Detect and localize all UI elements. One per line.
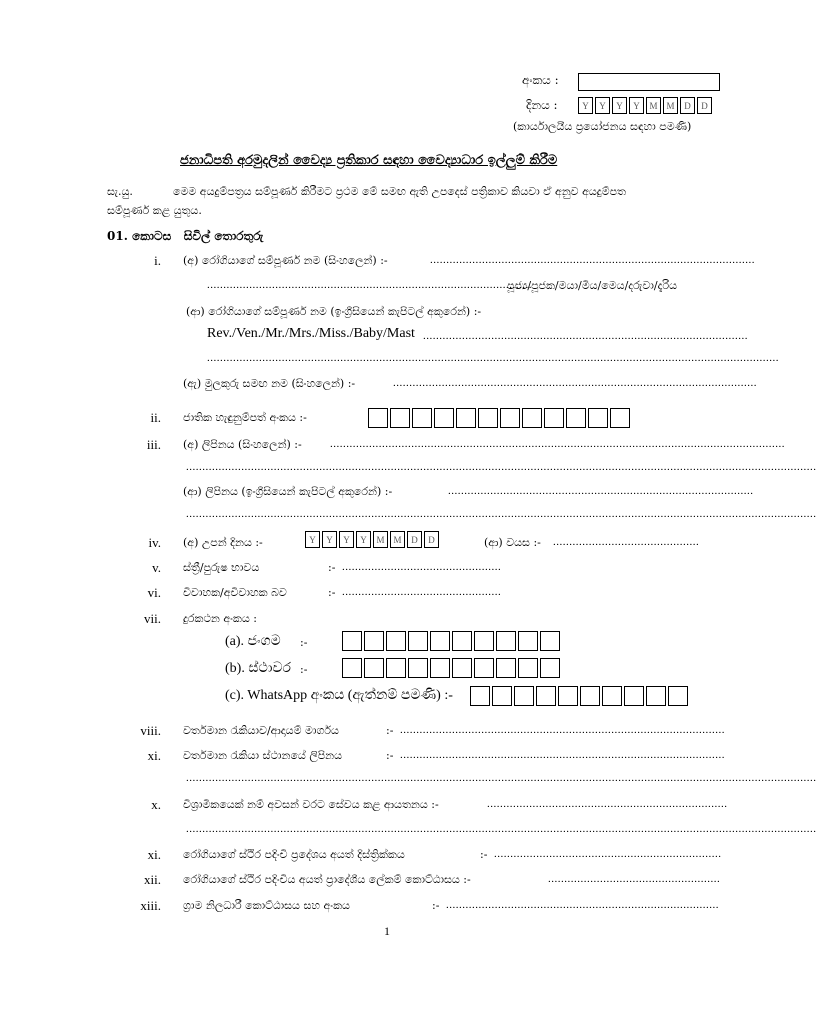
dob-label: (අ) උපන් දිනය :- — [183, 536, 263, 549]
titles-sinhala: පූජ්‍ය/පූජක/මයා/මිය/මෙය/දරුවා/දැරිය — [507, 279, 678, 292]
whatsapp-cell[interactable] — [470, 686, 490, 706]
mobile-cell[interactable] — [430, 631, 450, 651]
address-en-field[interactable]: .............................................................................................. — [448, 485, 754, 497]
date-cell[interactable]: Y — [612, 97, 627, 114]
workplace-address-colon: :- — [386, 749, 394, 762]
form-title: ජනාධිපති අරමුදලින් වෛද්‍ය ප්‍රතිකාර සඳහා වෛද්‍යාධාර ඉල්ලුම් කිරීම — [180, 153, 558, 168]
note-line-1: මෙම අයදුම්පත්‍රය සම්පූර්ණ කිරීමට ප්‍රථම මේ සමඟ ඇති උපදෙස් පත්‍රිකාව කියවා ඒ අනුව අයදුම්පත — [173, 185, 626, 198]
marital-label: විවාහක/අවිවාහක බව — [183, 586, 287, 599]
ref-number-field[interactable] — [578, 73, 720, 91]
nic-cell[interactable] — [588, 408, 608, 428]
landline-cell[interactable] — [452, 658, 472, 678]
mobile-cell[interactable] — [474, 631, 494, 651]
whatsapp-cell[interactable] — [492, 686, 512, 706]
nic-cell[interactable] — [412, 408, 432, 428]
whatsapp-label: (c). WhatsApp අංකය (ඇත්නම් පමණි) :- — [225, 688, 453, 703]
occupation-field[interactable]: .................................................................................................... — [400, 724, 725, 736]
nic-cell[interactable] — [478, 408, 498, 428]
landline-cells[interactable] — [342, 658, 562, 678]
name-initials-label: (ඇ) මුලකුරු සමඟ නම (සිංහලෙන්) :- — [183, 377, 356, 390]
dob-cell[interactable]: Y — [339, 531, 354, 548]
nic-cell[interactable] — [434, 408, 454, 428]
gender-colon: :- — [328, 561, 336, 574]
item-number: iii. — [146, 437, 161, 452]
gn-division-field[interactable]: .................................................................................... — [446, 899, 719, 911]
date-cell[interactable]: Y — [629, 97, 644, 114]
gender-field[interactable]: ................................................. — [342, 561, 502, 573]
item-number: xii. — [144, 872, 161, 887]
item-number: xi. — [147, 748, 161, 763]
whatsapp-cells[interactable] — [470, 686, 690, 706]
district-field[interactable]: ...................................................................... — [494, 848, 722, 860]
dob-cell[interactable]: D — [424, 531, 439, 548]
nic-cell[interactable] — [456, 408, 476, 428]
nic-cell[interactable] — [544, 408, 564, 428]
address-si-label: (අ) ලිපිනය (සිංහලෙන්) :- — [183, 438, 302, 451]
whatsapp-cell[interactable] — [602, 686, 622, 706]
titles-english: Rev./Ven./Mr./Mrs./Miss./Baby/Mast — [207, 326, 415, 341]
patient-name-en-line-2[interactable]: ................................................................................................................................................................................ — [207, 352, 779, 364]
nic-cell[interactable] — [390, 408, 410, 428]
mobile-cell[interactable] — [386, 631, 406, 651]
item-number: iv. — [148, 535, 161, 550]
item-number: x. — [151, 797, 161, 812]
office-date-cells[interactable] — [578, 97, 714, 114]
date-label: දිනය : — [526, 98, 558, 112]
whatsapp-cell[interactable] — [624, 686, 644, 706]
patient-name-si-field[interactable]: .................................................................................................... — [430, 254, 755, 266]
landline-colon: :- — [300, 663, 308, 676]
page-number: 1 — [384, 924, 390, 938]
item-number: viii. — [140, 723, 161, 738]
mobile-cell[interactable] — [364, 631, 384, 651]
nic-cell[interactable] — [522, 408, 542, 428]
nic-label: ජාතික හැඳුනුම්පත් අංකය :- — [183, 411, 307, 424]
gender-label: ස්ත්‍රී/පුරුෂ භාවය — [183, 561, 260, 574]
dob-cells[interactable] — [305, 531, 441, 548]
landline-cell[interactable] — [518, 658, 538, 678]
patient-name-si-line-2[interactable]: .................................................................................................... — [207, 279, 532, 291]
mobile-label: (a). ජංගම — [225, 634, 281, 649]
occupation-colon: :- — [386, 724, 394, 737]
date-cell[interactable]: D — [680, 97, 695, 114]
patient-name-en-field[interactable]: .................................................................................................... — [423, 330, 748, 342]
address-en-label: (ආ) ලිපිනය (ඉංග්‍රීසියෙන් කැපිටල් අකුරෙන්) :- — [183, 485, 393, 498]
phone-label: දුරකථන අංකය : — [183, 612, 257, 625]
whatsapp-cell[interactable] — [514, 686, 534, 706]
district-colon: :- — [480, 848, 488, 861]
ref-label: අංකය : — [522, 73, 559, 87]
dob-cell[interactable]: Y — [322, 531, 337, 548]
mobile-cell[interactable] — [518, 631, 538, 651]
nic-cell[interactable] — [368, 408, 388, 428]
ds-division-label: රෝගියාගේ ස්ථිර පදිංචිය අයත් ප්‍රාදේශීය ලේකම් කොට්ඨාසය :- — [183, 873, 471, 886]
address-si-field[interactable]: ............................................................................................................................................ — [330, 438, 785, 450]
retired-institution-label: විශ්‍රාමිකයෙක් නම් අවසන් වරට සේවය කළ ආයතනය :- — [183, 798, 439, 811]
mobile-cells[interactable] — [342, 631, 562, 651]
whatsapp-cell[interactable] — [580, 686, 600, 706]
landline-label: (b). ස්ථාවර — [225, 661, 291, 676]
item-number: xi. — [147, 847, 161, 862]
landline-cell[interactable] — [430, 658, 450, 678]
ds-division-field[interactable]: ..................................................... — [548, 873, 721, 885]
address-en-line-2[interactable]: .................................................................................................................................................................................................. — [186, 508, 817, 520]
retired-institution-line-2[interactable]: .................................................................................................................................................................................................. — [186, 823, 817, 835]
marital-colon: :- — [328, 586, 336, 599]
nic-cells[interactable] — [368, 408, 632, 428]
mobile-colon: :- — [300, 636, 308, 649]
item-number: v. — [152, 560, 161, 575]
date-cell[interactable]: M — [663, 97, 678, 114]
district-label: රෝගියාගේ ස්ථිර පදිංචි ප්‍රදේශය අයත් දිස්ත්‍රික්කය — [183, 848, 405, 861]
dob-cell[interactable]: Y — [305, 531, 320, 548]
patient-name-en-label: (ආ) රෝගියාගේ සම්පූර්ණ නම (ඉංග්‍රීසියෙන් කැපිටල් අකුරෙන්) :- — [186, 305, 482, 318]
workplace-address-field[interactable]: .................................................................................................... — [400, 749, 725, 761]
whatsapp-cell[interactable] — [558, 686, 578, 706]
landline-cell[interactable] — [408, 658, 428, 678]
mobile-cell[interactable] — [540, 631, 560, 651]
date-cell[interactable]: Y — [578, 97, 593, 114]
item-number: i. — [154, 253, 161, 268]
workplace-address-label: වර්තමාන රැකියා ස්ථානයේ ලිපිනය — [183, 749, 343, 762]
office-use-note: (කාර්යාලයීය ප්‍රයෝජනය සඳහා පමණි) — [513, 120, 692, 133]
dob-cell[interactable]: M — [390, 531, 405, 548]
item-number: vii. — [144, 611, 161, 626]
address-si-line-2[interactable]: .................................................................................................................................................................................................. — [186, 461, 817, 473]
whatsapp-cell[interactable] — [668, 686, 688, 706]
age-label: (ආ) වයස :- — [484, 536, 541, 549]
landline-cell[interactable] — [496, 658, 516, 678]
date-cell[interactable]: Y — [595, 97, 610, 114]
marital-field[interactable]: ................................................. — [342, 586, 502, 598]
name-initials-field[interactable]: ................................................................................................................ — [393, 377, 757, 389]
dob-cell[interactable]: D — [407, 531, 422, 548]
note-label: සැ.යු. — [107, 185, 133, 198]
mobile-cell[interactable] — [496, 631, 516, 651]
landline-cell[interactable] — [342, 658, 362, 678]
occupation-label: වර්තමාන රැකියාව/ආදායම් මාර්ගය — [183, 724, 339, 737]
nic-cell[interactable] — [566, 408, 586, 428]
item-number: ii. — [150, 410, 161, 425]
mobile-cell[interactable] — [408, 631, 428, 651]
patient-name-si-label: (අ) රෝගියාගේ සම්පූර්ණ නම (සිංහලෙන්) :- — [183, 254, 388, 267]
landline-cell[interactable] — [364, 658, 384, 678]
retired-institution-field[interactable]: .......................................................................... — [487, 798, 728, 810]
dob-cell[interactable]: Y — [356, 531, 371, 548]
workplace-address-line-2[interactable]: .................................................................................................................................................................................................. — [186, 772, 817, 784]
gn-division-colon: :- — [432, 899, 440, 912]
date-cell[interactable]: M — [646, 97, 661, 114]
landline-cell[interactable] — [474, 658, 494, 678]
nic-cell[interactable] — [500, 408, 520, 428]
age-field[interactable]: ............................................. — [553, 536, 700, 548]
whatsapp-cell[interactable] — [646, 686, 666, 706]
mobile-cell[interactable] — [452, 631, 472, 651]
dob-cell[interactable]: M — [373, 531, 388, 548]
date-cell[interactable]: D — [697, 97, 712, 114]
mobile-cell[interactable] — [342, 631, 362, 651]
item-number: xiii. — [140, 898, 161, 913]
note-line-2: සම්පූර්ණ කළ යුතුය. — [107, 204, 202, 217]
gn-division-label: ග්‍රාම නිලධාරී කොට්ඨාසය සහ අංකය — [183, 899, 350, 912]
landline-cell[interactable] — [540, 658, 560, 678]
section-heading: 01. කොටස සිවිල් තොරතුරු — [107, 229, 264, 243]
whatsapp-cell[interactable] — [536, 686, 556, 706]
landline-cell[interactable] — [386, 658, 406, 678]
item-number: vi. — [147, 585, 161, 600]
nic-cell[interactable] — [610, 408, 630, 428]
